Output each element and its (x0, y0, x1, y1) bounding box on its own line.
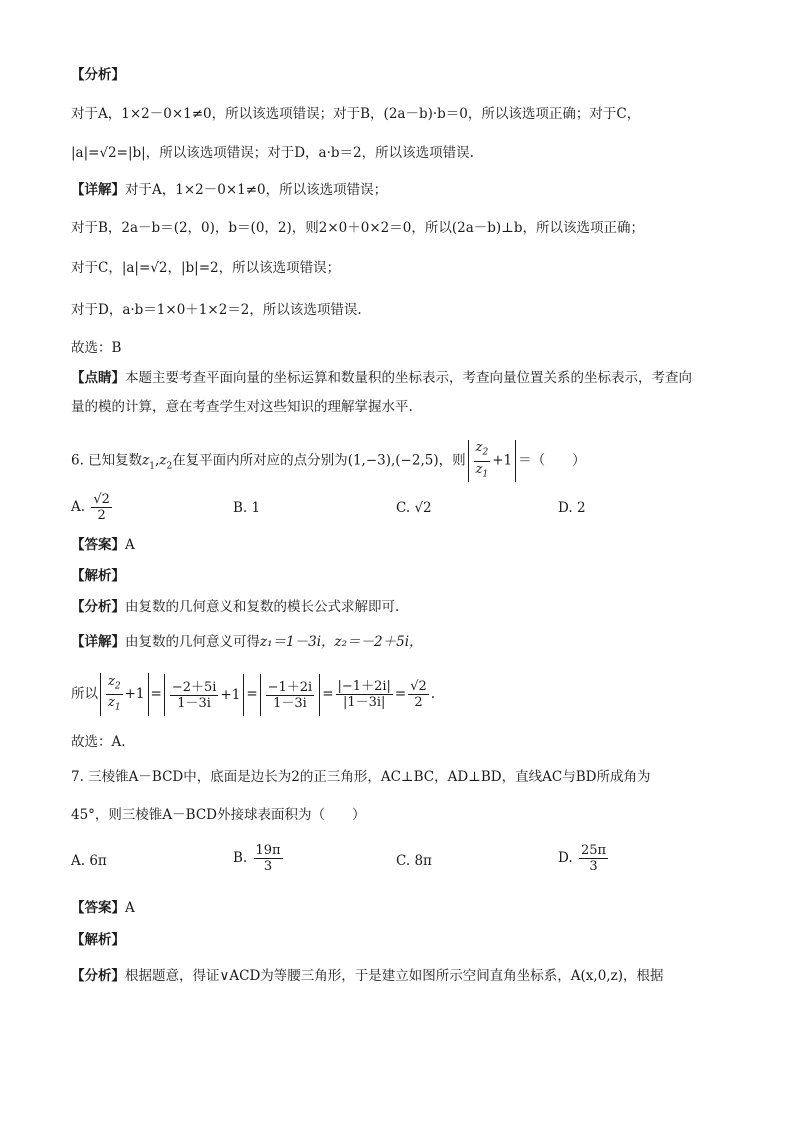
q6-calc-den-1: 1－3i (177, 695, 211, 711)
q6-stem-end: ＝（ ） (518, 452, 586, 469)
q6-stem-mid: 在复平面内所对应的点分别为 (172, 452, 348, 469)
q6-option-a-value (91, 492, 112, 523)
q7-analysis-tag: 【分析】 (71, 968, 125, 984)
q7-analysis (71, 966, 663, 986)
q6-analysis (71, 597, 399, 617)
q6-stem-then: ，则 (438, 452, 466, 469)
q6-calc-term-4 (336, 679, 393, 710)
q6-option-d-label: D. (558, 500, 573, 516)
q6-z1: z (142, 452, 150, 469)
q6-analysis-text: 由复数的几何意义和复数的模长公式求解即可. (125, 599, 400, 615)
q5-comment-text-1: 本题主要考查平面向量的坐标运算和数量积的坐标表示，考查向量位置关系的坐标表示，考查向 (125, 370, 692, 386)
q7-option-d[interactable] (558, 843, 610, 874)
q6-option-b-value: 1 (251, 500, 261, 516)
q7-option-b-den: 3 (263, 859, 273, 874)
q6-calc-num-1: −2＋5i (171, 679, 217, 695)
q6-option-c[interactable] (396, 498, 432, 518)
q6-calc-num-3: |−1＋2i| (337, 679, 391, 694)
q7-stem-line-2: 45°，则三棱锥A－BCD外接球表面积为（ ） (71, 807, 366, 823)
q6-fraction: $\frac{z_2}{z_1}$ (475, 440, 489, 480)
q6-option-a-label: A. (71, 499, 86, 515)
q6-calc-num-4: √2 (410, 679, 427, 694)
q7-option-a-value: 6π (89, 853, 107, 869)
q6-answer-value: A (125, 537, 135, 553)
q7-option-b-num: 19π (255, 843, 281, 858)
q5-analysis-tag: 【分析】 (71, 67, 125, 83)
q6-calc-term-3 (260, 674, 321, 716)
q6-calc-num-2: −1＋2i (267, 679, 313, 695)
q7-analysis-text: 根据题意，得证∨ACD为等腰三角形，于是建立如图所示空间直角坐标系，A(x,0,z)，根据 (125, 968, 664, 984)
q6-option-c-label: C. (396, 500, 411, 516)
q5-detail-text-1: 对于A，1×2－0×1≠0，所以该选项错误； (125, 182, 388, 198)
q7-stem-line-1: 7. 三棱锥A－BCD中，底面是边长为2的正三角形，AC⊥BC，AD⊥BD，直线AC与BD所成角为 (71, 769, 651, 785)
q7-option-b-label: B. (233, 850, 248, 866)
q6-option-a-num: √2 (93, 492, 110, 507)
q6-calc-term-2: $\frac{-2+5i}{1-3i}$ +1 (164, 674, 245, 716)
q7-option-b-value (254, 843, 283, 874)
q6-option-b-label: B. (233, 500, 248, 516)
q5-detail-tag: 【详解】 (71, 182, 125, 198)
q6-z1-sub: 1 (149, 461, 156, 472)
q6-calc-den-4: 2 (414, 695, 423, 710)
q6-option-a-den: 2 (97, 508, 106, 523)
q6-z2: z (159, 452, 167, 469)
q7-option-c-label: C. (396, 853, 411, 869)
q5-choice: 故选：B (71, 340, 122, 356)
q6-option-b[interactable] (233, 498, 260, 518)
q7-option-d-label: D. (558, 850, 573, 866)
q6-calc-result (408, 679, 429, 710)
q7-answer (71, 898, 135, 918)
q7-option-d-den: 3 (589, 859, 598, 874)
q6-option-c-value: √2 (414, 500, 432, 516)
q6-option-d[interactable] (558, 498, 586, 518)
q6-detail (71, 632, 423, 652)
q6-solution-tag: 【解析】 (71, 568, 125, 584)
q5-detail-line-4: 对于D，a·b＝1×0＋1×2＝2，所以该选项错误. (71, 302, 362, 318)
q7-option-c[interactable] (396, 851, 432, 871)
q6-option-a[interactable] (71, 492, 114, 523)
q5-detail-line-3: 对于C，|a|=√2，|b|=2，所以该选项错误； (71, 260, 341, 276)
q7-option-d-value (579, 843, 608, 874)
q7-option-b[interactable] (233, 843, 285, 874)
q5-detail-line-2: 对于B，2a－b＝(2，0)，b＝(0，2)，则2×0＋0×2＝0，所以(2a－b)⊥b，所以该选项正确； (71, 220, 644, 236)
q7-answer-value: A (125, 900, 135, 916)
q6-points: (1,−3),(−2,5) (347, 452, 439, 469)
q6-detail-tag: 【详解】 (71, 634, 125, 650)
q7-option-d-num: 25π (580, 843, 607, 858)
q5-analysis-line-2: |a|=√2=|b|，所以该选项错误；对于D，a·b＝2，所以该选项错误. (71, 145, 474, 161)
q5-comment-line-1 (71, 368, 692, 388)
q5-comment-line-2: 量的模的计算，意在考查学生对这些知识的理解掌握水平. (71, 399, 413, 415)
q7-answer-tag: 【答案】 (71, 900, 125, 916)
q6-answer-tag: 【答案】 (71, 537, 125, 553)
q6-calculation: 所以 $\frac{z_2}{z_1}$ +1 = $\frac{-2+5i}{1-3i}$ +1 = $\frac{-1+2i}{1-3i}$ = $\frac{|-1+2i|}{|1-3i|}$ = $\frac{√2}{2}$ . (71, 673, 435, 716)
q6-calc-den-2: 1－3i (273, 695, 307, 711)
q6-option-d-value: 2 (576, 500, 586, 516)
q6-calc-prefix: 所以 (71, 686, 98, 702)
q6-detail-text: 由复数的几何意义可得 (125, 634, 260, 650)
q6-calc-den-3: |1－3i| (342, 695, 386, 710)
q5-analysis-line-1: 对于A，1×2－0×1≠0，所以该选项错误；对于B，(2a－b)·b＝0，所以该选项正确；对于C， (71, 106, 641, 122)
q7-option-c-value: 8π (414, 853, 432, 869)
q7-option-a-label: A. (71, 853, 86, 869)
q6-analysis-tag: 【分析】 (71, 599, 125, 615)
q6-stem-prefix: 6. 已知复数 (71, 452, 143, 469)
q6-stem: 6. 已知复数$z_1,z_2$在复平面内所对应的点分别为(1,−3),(−2,5)，则 $\frac{z_2}{z_1}$ +1 ＝（ ） (71, 440, 586, 483)
q6-calc-term-1: $\frac{z_2}{z_1}$ +1 (100, 673, 149, 716)
q6-answer (71, 535, 135, 555)
q5-detail-line-1 (71, 180, 387, 200)
q7-solution-tag: 【解析】 (71, 932, 125, 948)
q6-detail-eq: z₁＝1－3i，z₂＝－2＋5i， (260, 634, 423, 650)
q6-modulus-expr: $\frac{z_2}{z_1}$ +1 (468, 440, 517, 482)
q5-comment-tag: 【点睛】 (71, 370, 125, 386)
q6-z2-sub: 2 (166, 461, 173, 472)
q6-choice: 故选：A. (71, 734, 126, 750)
q7-option-a[interactable] (71, 851, 107, 871)
